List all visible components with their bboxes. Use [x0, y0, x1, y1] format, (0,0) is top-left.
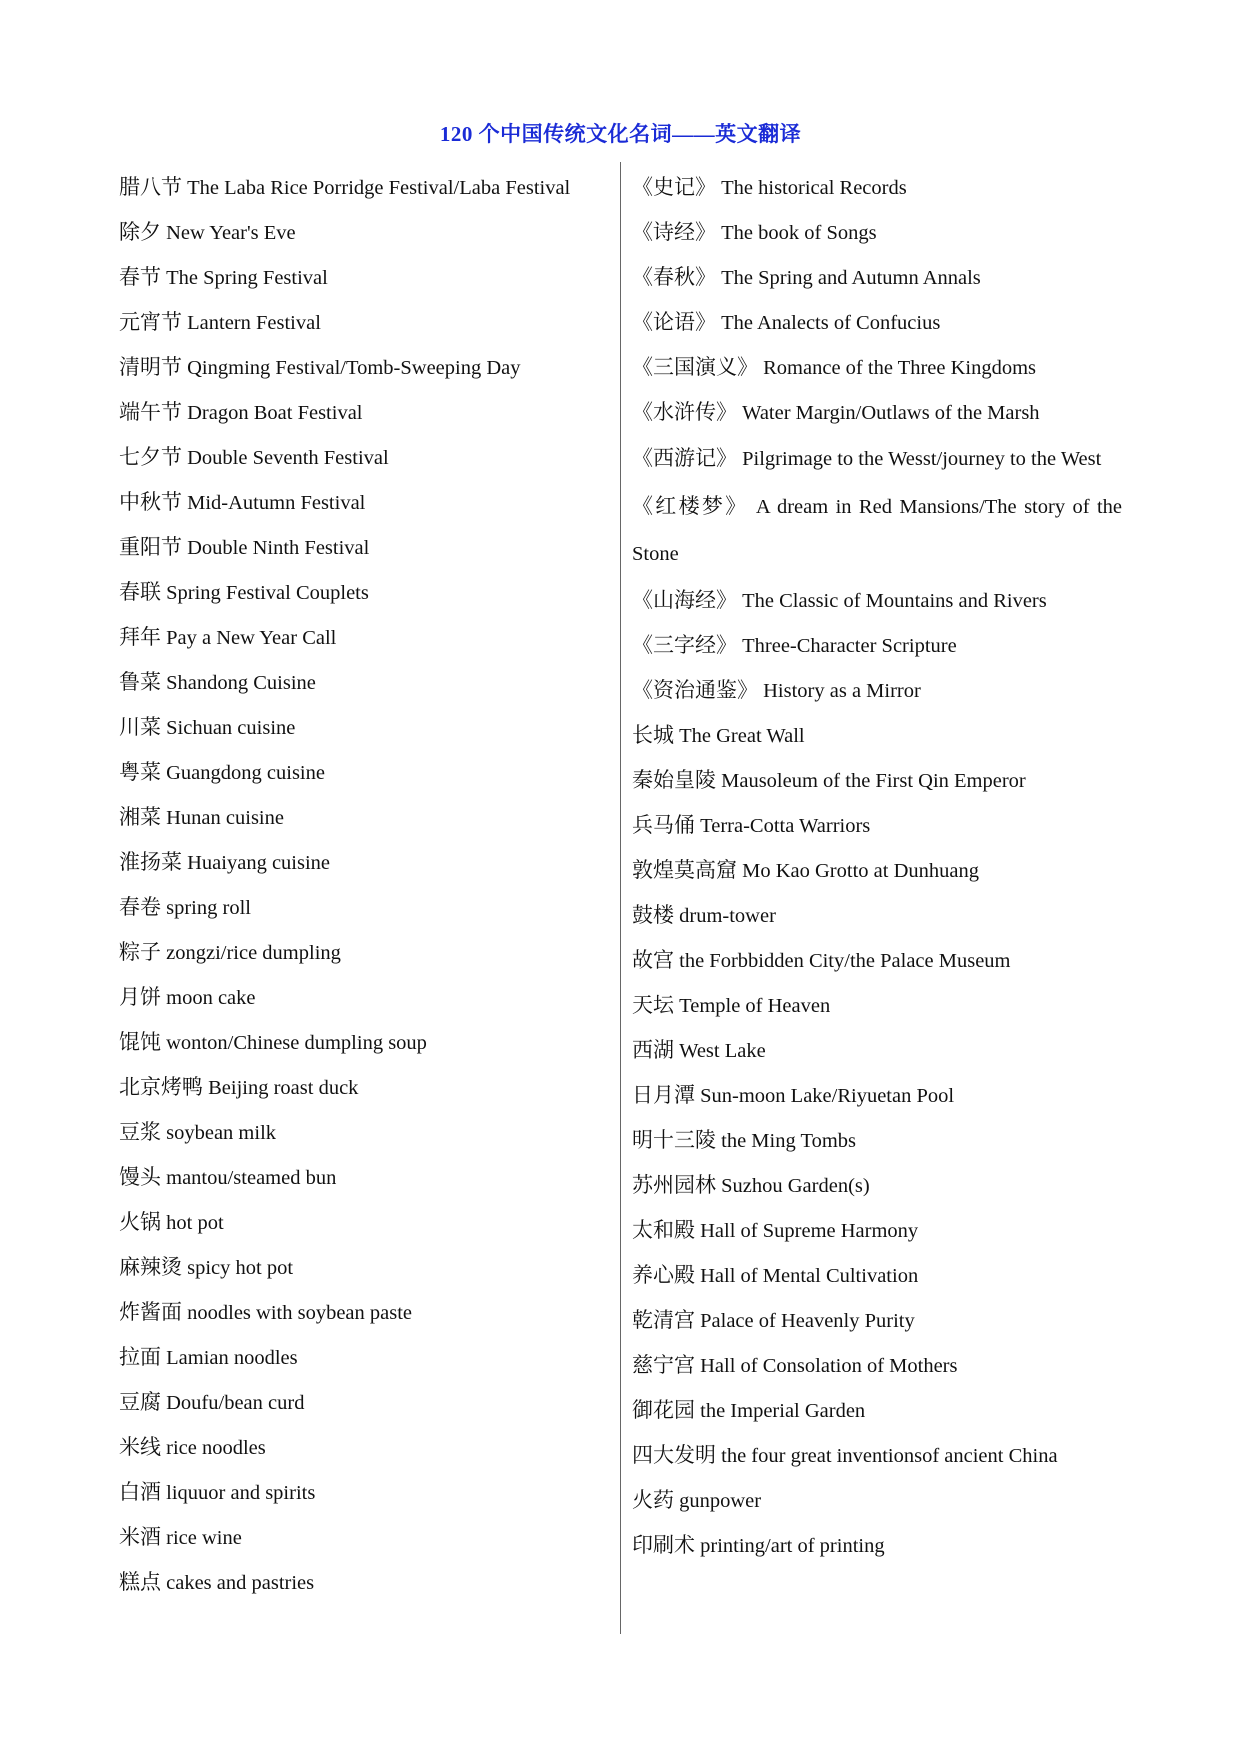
- term-english: The Spring Festival: [166, 267, 328, 289]
- term-entry: [632, 938, 1122, 983]
- term-english: cakes and pastries: [166, 1572, 315, 1594]
- term-chinese: 《史记》: [632, 175, 716, 199]
- term-english: West Lake: [679, 1040, 766, 1062]
- term-english: Spring Festival Couplets: [166, 582, 369, 604]
- term-english: New Year's Eve: [166, 222, 296, 244]
- term-entry: [632, 848, 1122, 893]
- term-chinese: 兵马俑: [632, 813, 695, 837]
- term-entry: [632, 1433, 1122, 1478]
- term-entry: [119, 1425, 614, 1470]
- term-chinese: 麻辣烫: [119, 1255, 182, 1279]
- term-english: the Ming Tombs: [721, 1130, 856, 1152]
- term-entry: [119, 165, 614, 210]
- term-chinese: 太和殿: [632, 1218, 695, 1242]
- term-chinese: 《水浒传》: [632, 400, 737, 424]
- term-english: spicy hot pot: [187, 1257, 294, 1279]
- term-entry: [119, 300, 614, 345]
- term-chinese: 湘菜: [119, 805, 161, 829]
- term-entry: [632, 165, 1122, 210]
- term-chinese: 鲁菜: [119, 670, 161, 694]
- term-entry: [632, 300, 1122, 345]
- term-english: The Great Wall: [679, 725, 805, 747]
- term-chinese: 乾清宫: [632, 1308, 695, 1332]
- term-entry: [632, 983, 1122, 1028]
- term-chinese: 火药: [632, 1488, 674, 1512]
- term-english: the four great inventionsof ancient China: [721, 1445, 1058, 1467]
- term-english: The Classic of Mountains and Rivers: [742, 590, 1047, 612]
- term-chinese: 馒头: [119, 1165, 161, 1189]
- term-chinese: 《山海经》: [632, 588, 737, 612]
- term-english: Suzhou Garden(s): [721, 1175, 870, 1197]
- term-english: Terra-Cotta Warriors: [700, 815, 871, 837]
- term-chinese: 印刷术: [632, 1533, 695, 1557]
- term-entry: [632, 1343, 1122, 1388]
- term-english: The Spring and Autumn Annals: [721, 267, 981, 289]
- term-entry: [632, 210, 1122, 255]
- term-entry: [632, 893, 1122, 938]
- term-english: Pay a New Year Call: [166, 627, 337, 649]
- term-chinese: 除夕: [119, 220, 161, 244]
- term-chinese: 御花园: [632, 1398, 695, 1422]
- term-entry: [119, 1560, 614, 1605]
- term-english: rice noodles: [166, 1437, 266, 1459]
- term-chinese: 元宵节: [119, 310, 182, 334]
- term-entry: [632, 713, 1122, 758]
- term-english: soybean milk: [166, 1122, 277, 1144]
- term-chinese: 糕点: [119, 1570, 161, 1594]
- term-entry: [119, 705, 614, 750]
- term-english: the Imperial Garden: [700, 1400, 866, 1422]
- term-english: The book of Songs: [721, 222, 877, 244]
- column-divider: [620, 162, 621, 1634]
- term-entry: [632, 623, 1122, 668]
- term-english: rice wine: [166, 1527, 242, 1549]
- term-chinese: 粽子: [119, 940, 161, 964]
- term-english: History as a Mirror: [763, 680, 921, 702]
- term-chinese: 豆腐: [119, 1390, 161, 1414]
- term-english: The Analects of Confucius: [721, 312, 941, 334]
- term-english: The historical Records: [721, 177, 907, 199]
- term-entry: [119, 840, 614, 885]
- term-chinese: 腊八节: [119, 175, 182, 199]
- term-entry: [119, 615, 614, 660]
- term-english: Sun-moon Lake/Riyuetan Pool: [700, 1085, 955, 1107]
- term-english: the Forbbidden City/the Palace Museum: [679, 950, 1011, 972]
- page-title: 120 个中国传统文化名词——英文翻译: [439, 122, 802, 146]
- term-english: Sichuan cuisine: [166, 717, 296, 739]
- term-english: Hall of Supreme Harmony: [700, 1220, 919, 1242]
- term-english: Huaiyang cuisine: [187, 852, 331, 874]
- term-english: Hall of Consolation of Mothers: [700, 1355, 958, 1377]
- term-chinese: 米酒: [119, 1525, 161, 1549]
- term-english: spring roll: [166, 897, 251, 919]
- term-english: Dragon Boat Festival: [187, 402, 363, 424]
- term-english: mantou/steamed bun: [166, 1167, 337, 1189]
- term-chinese: 春节: [119, 265, 161, 289]
- term-chinese: 养心殿: [632, 1263, 695, 1287]
- right-column: [632, 165, 1122, 1568]
- term-chinese: 端午节: [119, 400, 182, 424]
- term-entry: [119, 435, 614, 480]
- term-entry: [119, 975, 614, 1020]
- term-english: Water Margin/Outlaws of the Marsh: [742, 402, 1040, 424]
- term-english: Three-Character Scripture: [742, 635, 957, 657]
- term-chinese: 拉面: [119, 1345, 161, 1369]
- term-entry: [632, 578, 1122, 623]
- term-english: Mausoleum of the First Qin Emperor: [721, 770, 1026, 792]
- term-chinese: 火锅: [119, 1210, 161, 1234]
- term-entry: [632, 483, 1122, 578]
- term-entry: [119, 930, 614, 975]
- term-chinese: 苏州园林: [632, 1173, 716, 1197]
- term-english: Doufu/bean curd: [166, 1392, 305, 1414]
- term-english: Double Seventh Festival: [187, 447, 389, 469]
- term-chinese: 长城: [632, 723, 674, 747]
- term-chinese: 春卷: [119, 895, 161, 919]
- term-chinese: 北京烤鸭: [119, 1075, 203, 1099]
- term-chinese: 慈宁宫: [632, 1353, 695, 1377]
- term-entry: [119, 210, 614, 255]
- term-entry: [119, 795, 614, 840]
- term-entry: [632, 1208, 1122, 1253]
- term-chinese: 川菜: [119, 715, 161, 739]
- term-chinese: 四大发明: [632, 1443, 716, 1467]
- term-entry: [119, 1020, 614, 1065]
- term-english: hot pot: [166, 1212, 224, 1234]
- term-entry: [119, 1065, 614, 1110]
- term-entry: [119, 1200, 614, 1245]
- term-english: Mo Kao Grotto at Dunhuang: [742, 860, 979, 882]
- term-entry: [632, 390, 1122, 435]
- term-chinese: 秦始皇陵: [632, 768, 716, 792]
- term-chinese: 《诗经》: [632, 220, 716, 244]
- term-english: Hall of Mental Cultivation: [700, 1265, 919, 1287]
- term-entry: [632, 1118, 1122, 1163]
- term-entry: [119, 1155, 614, 1200]
- term-english: Mid-Autumn Festival: [187, 492, 366, 514]
- term-english: Hunan cuisine: [166, 807, 284, 829]
- term-entry: [632, 435, 1122, 483]
- term-entry: [119, 885, 614, 930]
- term-chinese: 拜年: [119, 625, 161, 649]
- term-chinese: 白酒: [119, 1480, 161, 1504]
- term-english: Guangdong cuisine: [166, 762, 325, 784]
- term-chinese: 《资治通鉴》: [632, 678, 758, 702]
- term-entry: [632, 255, 1122, 300]
- term-entry: [632, 1163, 1122, 1208]
- term-entry: [632, 758, 1122, 803]
- term-english: Pilgrimage to the Wesst/journey to the West: [742, 448, 1102, 470]
- term-chinese: 《西游记》: [632, 446, 737, 470]
- term-entry: [119, 1380, 614, 1425]
- term-entry: [632, 803, 1122, 848]
- term-entry: [119, 1290, 614, 1335]
- term-chinese: 炸酱面: [119, 1300, 182, 1324]
- term-entry: [119, 1470, 614, 1515]
- term-entry: [632, 1073, 1122, 1118]
- term-entry: [632, 1253, 1122, 1298]
- left-column: [119, 165, 614, 1605]
- term-english: wonton/Chinese dumpling soup: [166, 1032, 427, 1054]
- term-chinese: 鼓楼: [632, 903, 674, 927]
- term-entry: [119, 390, 614, 435]
- term-chinese: 敦煌莫高窟: [632, 858, 737, 882]
- term-english: Romance of the Three Kingdoms: [763, 357, 1037, 379]
- term-chinese: 《三国演义》: [632, 355, 758, 379]
- term-english: The Laba Rice Porridge Festival/Laba Festival: [187, 177, 571, 199]
- term-entry: [119, 570, 614, 615]
- term-entry: [632, 1478, 1122, 1523]
- term-chinese: 《红楼梦》: [632, 494, 749, 518]
- term-english: gunpower: [679, 1490, 762, 1512]
- term-english: Beijing roast duck: [208, 1077, 359, 1099]
- term-chinese: 《春秋》: [632, 265, 716, 289]
- term-english: Palace of Heavenly Purity: [700, 1310, 915, 1332]
- term-entry: [119, 660, 614, 705]
- term-english: Qingming Festival/Tomb-Sweeping Day: [187, 357, 521, 379]
- term-english: liquuor and spirits: [166, 1482, 316, 1504]
- term-chinese: 重阳节: [119, 535, 182, 559]
- term-entry: [632, 1523, 1122, 1568]
- term-english: zongzi/rice dumpling: [166, 942, 341, 964]
- term-english: Temple of Heaven: [679, 995, 831, 1017]
- term-chinese: 七夕节: [119, 445, 182, 469]
- term-entry: [119, 750, 614, 795]
- term-chinese: 西湖: [632, 1038, 674, 1062]
- term-chinese: 《论语》: [632, 310, 716, 334]
- term-entry: [632, 1388, 1122, 1433]
- term-english: Lantern Festival: [187, 312, 321, 334]
- term-entry: [119, 345, 614, 390]
- term-entry: [632, 668, 1122, 713]
- term-chinese: 米线: [119, 1435, 161, 1459]
- term-entry: [119, 1335, 614, 1380]
- term-chinese: 日月潭: [632, 1083, 695, 1107]
- term-english: Double Ninth Festival: [187, 537, 370, 559]
- term-chinese: 天坛: [632, 993, 674, 1017]
- term-chinese: 清明节: [119, 355, 182, 379]
- term-chinese: 粤菜: [119, 760, 161, 784]
- term-chinese: 豆浆: [119, 1120, 161, 1144]
- term-entry: [119, 1245, 614, 1290]
- term-chinese: 中秋节: [119, 490, 182, 514]
- term-chinese: 馄饨: [119, 1030, 161, 1054]
- term-chinese: 明十三陵: [632, 1128, 716, 1152]
- term-english: drum-tower: [679, 905, 776, 927]
- term-entry: [119, 480, 614, 525]
- term-english: Shandong Cuisine: [166, 672, 316, 694]
- term-entry: [632, 1028, 1122, 1073]
- term-chinese: 故宫: [632, 948, 674, 972]
- term-english: printing/art of printing: [700, 1535, 885, 1557]
- term-chinese: 《三字经》: [632, 633, 737, 657]
- term-entry: [119, 525, 614, 570]
- term-chinese: 淮扬菜: [119, 850, 182, 874]
- term-chinese: 月饼: [119, 985, 161, 1009]
- term-english: Lamian noodles: [166, 1347, 298, 1369]
- term-english: moon cake: [166, 987, 256, 1009]
- term-entry: [119, 1515, 614, 1560]
- term-english: noodles with soybean paste: [187, 1302, 413, 1324]
- term-entry: [632, 1298, 1122, 1343]
- term-entry: [632, 345, 1122, 390]
- term-entry: [119, 1110, 614, 1155]
- term-chinese: 春联: [119, 580, 161, 604]
- term-entry: [119, 255, 614, 300]
- term-english: A dream in Red Mansions/The story of the Stone: [632, 496, 1123, 565]
